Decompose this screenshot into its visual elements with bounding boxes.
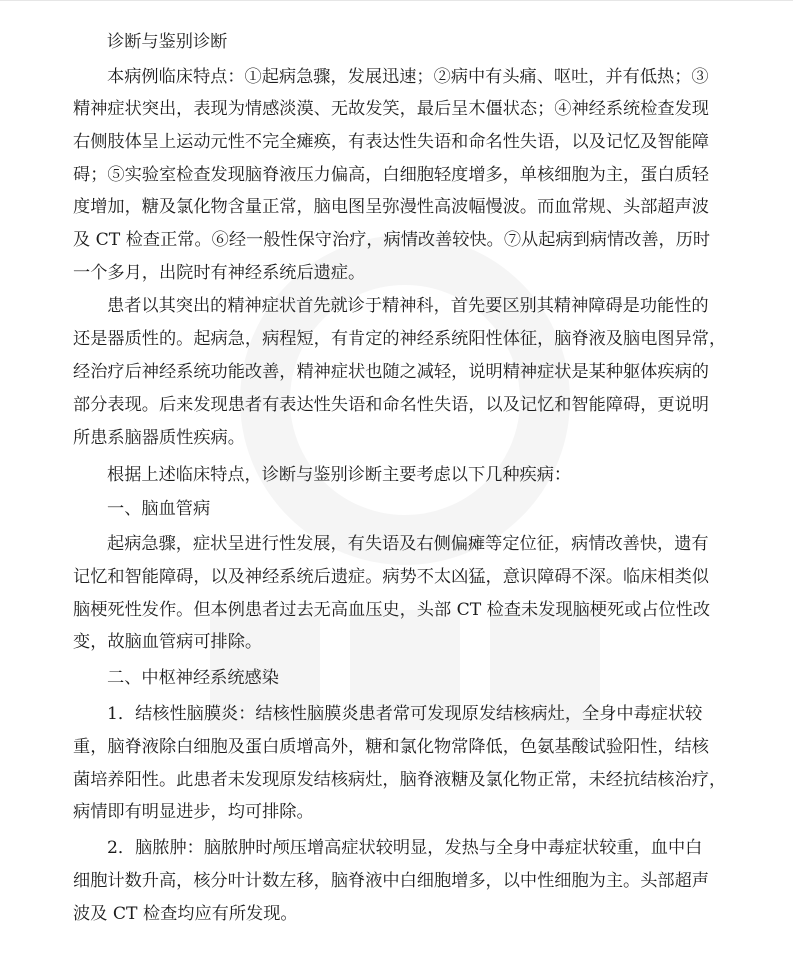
paragraph-line: 精神症状突出，表现为情感淡漠、无故发笑，最后呈木僵状态；④神经系统检查发现 (73, 99, 709, 119)
paragraph-line: 波及 CT 检查均应有所发现。 (73, 904, 298, 924)
top-divider (0, 0, 793, 5)
paragraph-line: 重，脑脊液除白细胞及蛋白质增高外，糖和氯化物常降低，色氨基酸试验阳性，结核 (73, 737, 709, 757)
paragraph-line: 2．脑脓肿：脑脓肿时颅压增高症状较明显，发热与全身中毒症状较重，血中白 (107, 838, 703, 858)
section-heading: 诊断与鉴别诊断 (107, 32, 228, 52)
subsection-heading: 二、中枢神经系统感染 (107, 668, 279, 688)
paragraph-line: 本病例临床特点：①起病急骤，发展迅速；②病中有头痛、呕吐，并有低热；③ (107, 67, 709, 87)
paragraph-line: 变，故脑血管病可排除。 (73, 632, 263, 652)
paragraph-line: 根据上述临床特点，诊断与鉴别诊断主要考虑以下几种疾病： (107, 465, 572, 485)
paragraph-line: 及 CT 检查正常。⑥经一般性保守治疗，病情改善较快。⑦从起病到病情改善，历时 (73, 230, 711, 250)
paragraph-line: 右侧肢体呈上运动元性不完全瘫痪，有表达性失语和命名性失语，以及记忆及智能障 (73, 132, 709, 152)
paragraph-line: 经治疗后神经系统功能改善，精神症状也随之减轻，说明精神症状是某种躯体疾病的 (73, 362, 709, 382)
paragraph-line: 脑梗死性发作。但本例患者过去无高血压史，头部 CT 检查未发现脑梗死或占位性改 (73, 600, 711, 620)
paragraph-line: 度增加，糖及氯化物含量正常，脑电图呈弥漫性高波幅慢波。而血常规、头部超声波 (73, 197, 709, 217)
paragraph-line: 细胞计数升高，核分叶计数左移，脑脊液中白细胞增多，以中性细胞为主。头部超声 (73, 871, 709, 891)
paragraph-line: 病情即有明显进步，均可排除。 (73, 802, 314, 822)
paragraph-line: 碍；⑤实验室检查发现脑脊液压力偏高，白细胞轻度增多，单核细胞为主，蛋白质轻 (73, 165, 709, 185)
paragraph-line: 还是器质性的。起病急，病程短，有肯定的神经系统阳性体征，脑脊液及脑电图异常， (73, 329, 727, 349)
paragraph-line: 菌培养阳性。此患者未发现原发结核病灶，脑脊液糖及氯化物正常，未经抗结核治疗， (73, 770, 727, 790)
paragraph-line: 患者以其突出的精神症状首先就诊于精神科，首先要区别其精神障碍是功能性的 (107, 296, 709, 316)
subsection-heading: 一、脑血管病 (107, 499, 211, 519)
paragraph-line: 一个多月，出院时有神经系统后遗症。 (73, 263, 366, 283)
paragraph-line: 记忆和智能障碍，以及神经系统后遗症。病势不太凶猛，意识障碍不深。临床相类似 (73, 567, 709, 587)
paragraph-line: 1．结核性脑膜炎：结核性脑膜炎患者常可发现原发结核病灶，全身中毒症状较 (107, 704, 703, 724)
paragraph-line: 所患系脑器质性疾病。 (73, 428, 245, 448)
paragraph-line: 起病急骤，症状呈进行性发展，有失语及右侧偏瘫等定位征，病情改善快，遗有 (107, 534, 709, 554)
paragraph-line: 部分表现。后来发现患者有表达性失语和命名性失语，以及记忆和智能障碍，更说明 (73, 395, 709, 415)
